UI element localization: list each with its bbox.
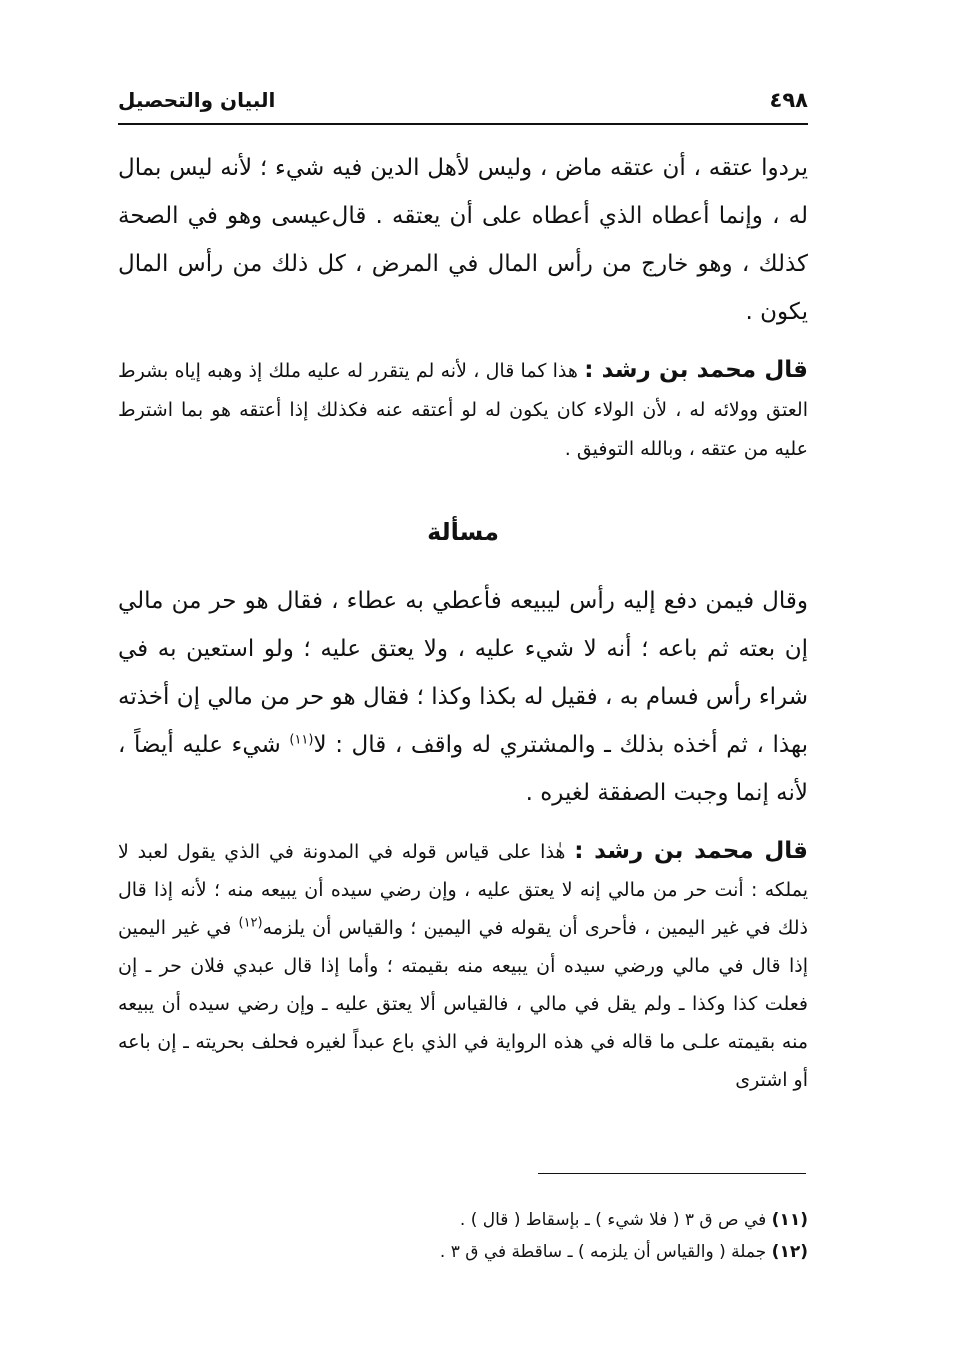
commentary-1 [118, 351, 808, 469]
page-number: ٤٩٨ [769, 88, 808, 112]
section-heading: مسألة [427, 518, 499, 546]
paragraph-2 [118, 577, 808, 817]
footnote-ref-12: (١٢) [238, 915, 263, 931]
paragraph-2-text-b: شيء عليه أيضاً ، لأنه إنما وجبت الصفقة لغيره . [118, 732, 808, 806]
footnote-11 [118, 1204, 808, 1236]
footnote-ref-11: (١١) [289, 732, 314, 748]
commentary-2-text-b: في غير اليمين إذا قال في مالي ورضي سيده أن يبيعه منه بقيمته ؛ وأما إذا قال عبدي فلان حر ـ إن فعلت كذا وكذا ـ ولم يقل في مالي ، فالقياس ألا يعتق عليه ـ وإن رضي سيده أن يبيعه منه بقيمته علـى ما قاله في هذه الرواية في الذي باع عبداً لغيره فحلف بحريته ـ إن باعه أو اشترى [118, 917, 808, 1091]
page-header [118, 80, 808, 120]
paragraph-1 [118, 144, 808, 336]
footnote-12 [118, 1236, 808, 1268]
commentary-2 [118, 832, 808, 1099]
paragraph-1-text: يردوا عتقه ، أن عتقه ماض ، وليس لأهل الدين فيه شيء ؛ لأنه ليس بمال له ، وإنما أعطاه الذي أعطاه على أن يعتقه . قال‌عيسى وهو في الصحة كذلك ، وهو خارج من رأس المال في المرض ، كل ذلك من رأس المال يكون . [118, 155, 808, 325]
running-title: البيان والتحصيل [118, 88, 276, 112]
paragraph-2-text-a: وقال فيمن دفع إليه رأس ليبيعه فأعطي به عطاء ، فقال هو حر من مالي إن بعته ثم باعه ؛ أنه لا شيء عليه ، ولا يعتق عليه ؛ ولو استعين به في شراء رأس فسام به ، فقيل له بكذا وكذا ؛ فقال هو حر من مالي إن أخذته بهذا ، ثم أخذه بذلك ـ والمشتري له واقف ، قال : لا [118, 588, 809, 758]
commentary-2-text-a: هٰذا على قياس قوله في المدونة في الذي يقول لعبد لا يملكه : أنت حر من مالي إنه لا يعتق عليه ، وإن رضي سيده أن يبيعه منه ؛ لأنه إذا قال ذلك في غير اليمين ، فأحرى أن يقوله في اليمين ؛ والقياس أن يلزمه [118, 841, 808, 939]
commentary-1-text: هذا كما قال ، لأنه لم يتقرر له عليه ملك إذ وهبه إياه بشرط العتق وولائه له ، لأن الولاء كان يكون له لو أعتقه عنه فكذلك إذا أعتقه هو بما اشترط عليه من عتقه ، وبالله التوفيق . [118, 360, 808, 460]
footnote-11-number: (١١) [771, 1210, 808, 1230]
footnote-12-text: جملة ( والقياس أن يلزمه ) ـ ساقطة في ق ٣ . [439, 1242, 772, 1262]
header-rule [118, 123, 808, 125]
footnotes [118, 1204, 808, 1268]
footnote-rule [538, 1173, 806, 1174]
commentary-2-speaker: قال محمد بن رشد : [574, 838, 808, 864]
footnote-11-text: في ص ق ٣ ( فلا شيء ) ـ بإسقاط ( قال ) . [459, 1210, 772, 1230]
footnote-12-number: (١٢) [771, 1242, 808, 1262]
commentary-1-speaker: قال محمد بن رشد : [584, 357, 808, 383]
